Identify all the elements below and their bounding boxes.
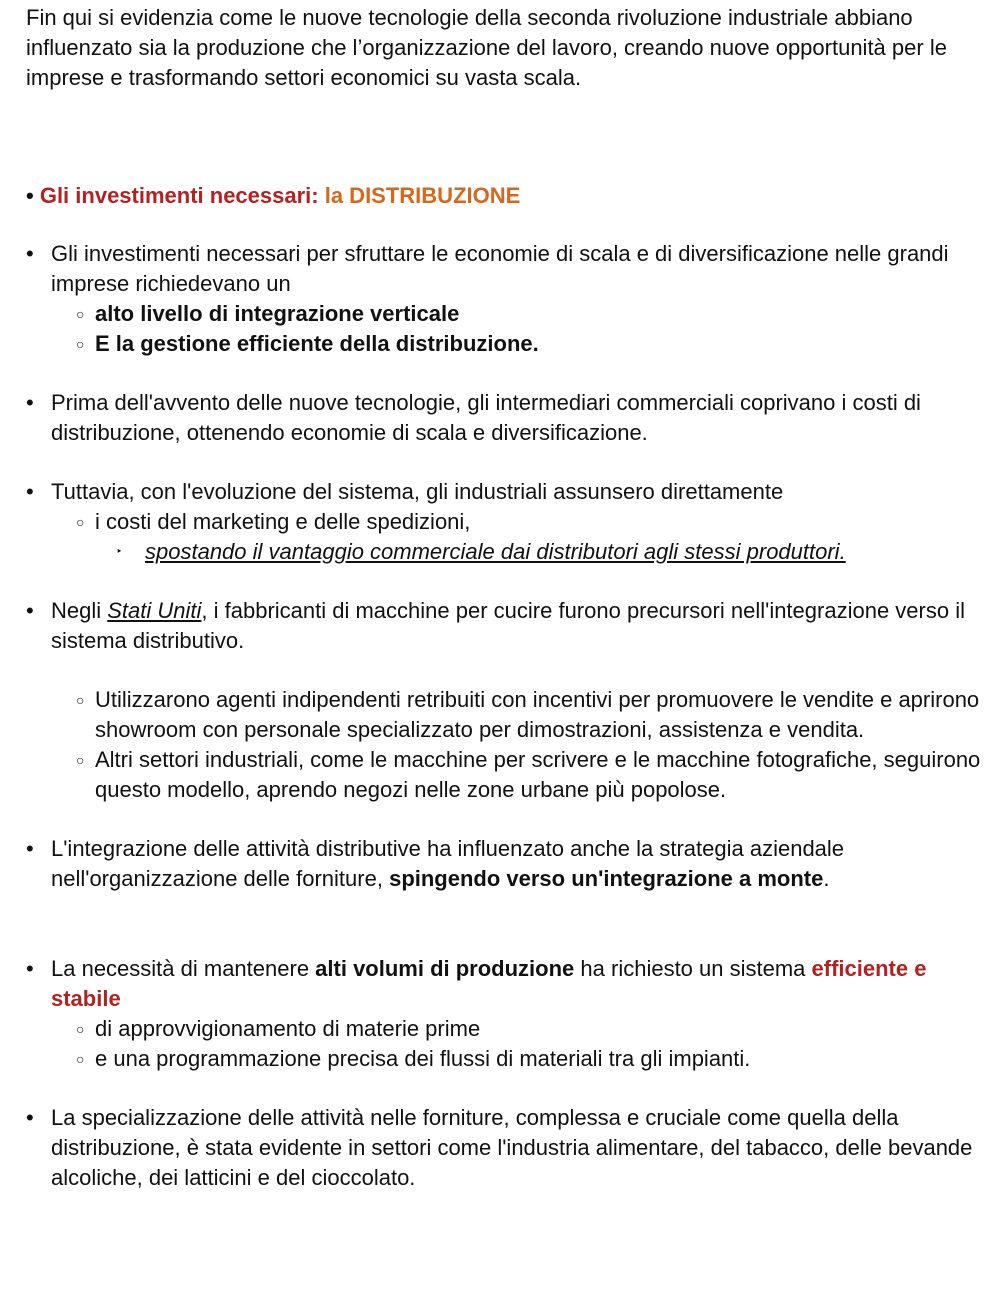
bullet-7-text: La specializzazione delle attività nelle forniture, complessa e cruciale come quella della distribuzione, è stata evidente in settori come l'industria alimentare, del tabacco, delle bevande alcoliche, dei latticini e del cioccolato. (51, 1105, 973, 1190)
circle-bullet-icon: ○ (76, 514, 85, 530)
circle-bullet-icon: ○ (76, 692, 85, 708)
bullet-4-pre: Negli (51, 598, 108, 623)
bullet-icon: • (26, 956, 34, 981)
bullet-icon: • (26, 836, 34, 861)
document-body (26, 3, 986, 1193)
bullet-icon: • (26, 1105, 34, 1130)
bullet-item-4 (26, 596, 986, 656)
bullet-4-post: , i fabbricanti di macchine per cucire furono precursori nell'integrazione verso il sistema distributivo. (51, 598, 965, 653)
bullet-6-pre: La necessità di mantenere (51, 956, 316, 981)
stati-uniti-link[interactable]: Stati Uniti (107, 598, 202, 623)
circle-bullet-icon: ○ (76, 752, 85, 768)
sub-item-6-1-text: di approvvigionamento di materie prime (95, 1016, 481, 1041)
bullet-item-7 (26, 1103, 986, 1193)
heading-part1: Gli investimenti necessari: (39, 183, 319, 208)
section-heading (26, 181, 986, 211)
bullet-item-5 (26, 834, 986, 894)
circle-bullet-icon: ○ (76, 1051, 85, 1067)
sub-sub-item-3-1-1 (26, 537, 986, 567)
bullet-icon: • (26, 479, 34, 504)
triangle-bullet-icon: ‣ (116, 546, 123, 558)
circle-bullet-icon: ○ (76, 306, 85, 322)
sub-item-1-2-text: E la gestione efficiente della distribuzione. (95, 331, 539, 356)
sub-item-6-1 (26, 1014, 986, 1044)
sub-item-4-2-text: Altri settori industriali, come le macchine per scrivere e le macchine fotografiche, seguirono questo modello, aprendo negozi nelle zone urbane più popolose. (95, 747, 981, 802)
sub-item-6-2 (26, 1044, 986, 1074)
bullet-6-mid: ha richiesto un sistema (574, 956, 812, 981)
sub-item-3-1 (26, 507, 986, 537)
bullet-item-6 (26, 954, 986, 1014)
bullet-3-text: Tuttavia, con l'evoluzione del sistema, gli industriali assunsero direttamente (51, 479, 784, 504)
bullet-5-post: . (823, 866, 830, 891)
bullet-5-pre: L'integrazione delle attività distributive ha influenzato anche la strategia aziendale nell'organizzazione delle forniture, (51, 836, 845, 891)
sub-sub-item-3-1-1-text: spostando il vantaggio commerciale dai distributori agli stessi produttori. (145, 539, 846, 564)
intro-paragraph: Fin qui si evidenzia come le nuove tecnologie della seconda rivoluzione industriale abbiano influenzato sia la produzione che l’organizzazione del lavoro, creando nuove opportunità per le imprese e trasformando settori economici su vasta scala. (26, 5, 947, 90)
bullet-item-2 (26, 388, 986, 448)
heading-bullet: • (26, 183, 34, 208)
sub-item-3-1-text: i costi del marketing e delle spedizioni, (95, 509, 471, 534)
bullet-icon: • (26, 390, 34, 415)
bullet-icon: • (26, 598, 34, 623)
circle-bullet-icon: ○ (76, 1021, 85, 1037)
bullet-5-bold: spingendo verso un'integrazione a monte (389, 866, 824, 891)
bullet-1-text: Gli investimenti necessari per sfruttare le economie di scala e di diversificazione nelle grandi imprese richiedevano un (51, 241, 949, 296)
bullet-2-text: Prima dell'avvento delle nuove tecnologie, gli intermediari commerciali coprivano i costi di distribuzione, ottenendo economie di scala e diversificazione. (51, 390, 921, 445)
bullet-6-bold: alti volumi di produzione (315, 956, 575, 981)
sub-item-1-1-text: alto livello di integrazione verticale (95, 301, 460, 326)
bullet-icon: • (26, 241, 34, 266)
bullet-item-3 (26, 477, 986, 507)
sub-item-6-2-text: e una programmazione precisa dei flussi di materiali tra gli impianti. (95, 1046, 751, 1071)
bullet-item-1 (26, 239, 986, 299)
sub-item-1-1 (26, 299, 986, 329)
sub-item-4-2 (26, 745, 986, 805)
bullet-6-red: efficiente e stabile (51, 956, 927, 1011)
sub-item-4-1-text: Utilizzarono agenti indipendenti retribuiti con incentivi per promuovere le vendite e aprirono showroom con personale specializzato per dimostrazioni, assistenza e vendita. (95, 687, 980, 742)
circle-bullet-icon: ○ (76, 336, 85, 352)
sub-item-1-2 (26, 329, 986, 359)
sub-item-4-1 (26, 685, 986, 745)
heading-part2: la DISTRIBUZIONE (318, 183, 521, 208)
